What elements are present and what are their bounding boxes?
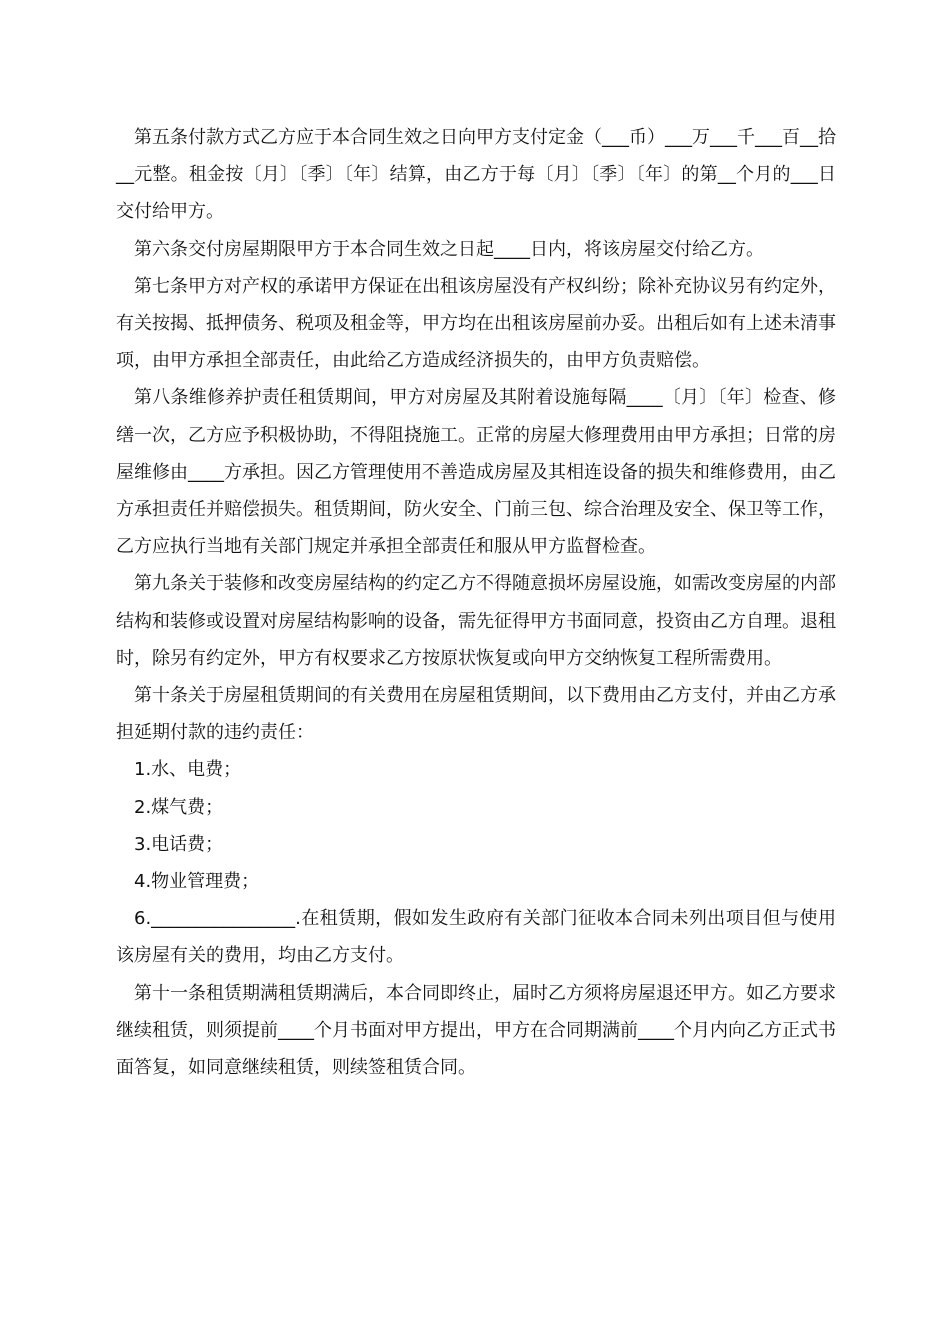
article-6-delivery: 第六条交付房屋期限甲方于本合同生效之日起____日内，将该房屋交付给乙方。 [134, 238, 764, 260]
fee-item-6: 6.________________.在租赁期，假如发生政府有关部门征收本合同未列出项目但与使用该房屋有关的费用，均由乙方支付。 [116, 908, 836, 967]
article-7-property-rights: 第七条甲方对产权的承诺甲方保证在出租该房屋没有产权纠纷；除补充协议另有约定外，有关按揭、抵押债务、税项及租金等，甲方均在出租该房屋前办妥。出租后如有上述未清事项，由甲方承担全部责任，由此给乙方造成经济损失的，由甲方负责赔偿。 [116, 275, 836, 372]
fee-item-3: 3.电话费； [134, 833, 224, 855]
article-10-fees: 第十条关于房屋租赁期间的有关费用在房屋租赁期间，以下费用由乙方支付，并由乙方承担延期付款的违约责任： [116, 685, 836, 744]
fee-item-1: 1.水、电费； [134, 759, 242, 781]
article-5-payment: 第五条付款方式乙方应于本合同生效之日向甲方支付定金（___币）___万___千___百__拾__元整。租金按〔月〕〔季〕〔年〕结算，由乙方于每〔月〕〔季〕〔年〕的第__个月的___日交付给甲方。 [116, 127, 836, 223]
fee-item-2: 2.煤气费； [134, 796, 224, 818]
fee-item-4: 4.物业管理费； [134, 871, 260, 893]
article-9-renovation: 第九条关于装修和改变房屋结构的约定乙方不得随意损坏房屋设施，如需改变房屋的内部结构和装修或设置对房屋结构影响的设备，需先征得甲方书面同意，投资由乙方自理。退租时，除另有约定外，甲方有权要求乙方按原状恢复或向甲方交纳恢复工程所需费用。 [116, 573, 836, 669]
document-body [116, 119, 836, 1086]
article-11-expiry: 第十一条租赁期满租赁期满后，本合同即终止，届时乙方须将房屋退还甲方。如乙方要求继续租赁，则须提前____个月书面对甲方提出，甲方在合同期满前____个月内向乙方正式书面答复，如同意继续租赁，则续签租赁合同。 [116, 982, 836, 1079]
article-8-maintenance: 第八条维修养护责任租赁期间，甲方对房屋及其附着设施每隔____〔月〕〔年〕检查、修缮一次，乙方应予积极协助，不得阻挠施工。正常的房屋大修理费用由甲方承担；日常的房屋维修由____方承担。因乙方管理使用不善造成房屋及其相连设备的损失和维修费用，由乙方承担责任并赔偿损失。租赁期间，防火安全、门前三包、综合治理及安全、保卫等工作，乙方应执行当地有关部门规定并承担全部责任和服从甲方监督检查。 [116, 387, 836, 558]
